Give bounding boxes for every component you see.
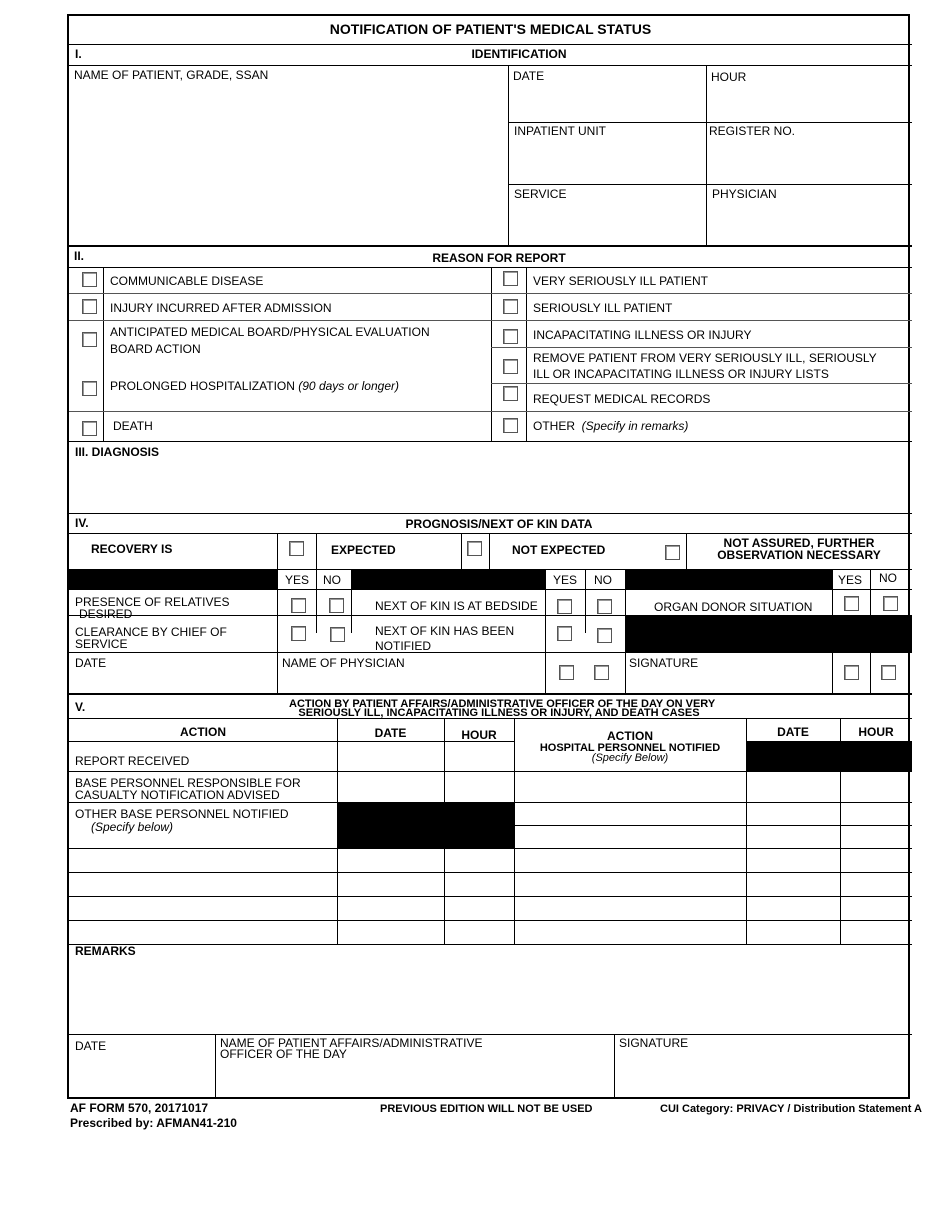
prolonged-hospitalization-label: PROLONGED HOSPITALIZATION (90 days or longer) <box>110 379 399 393</box>
injury-after-admission-checkbox[interactable] <box>82 299 97 314</box>
base-personnel-label-2: CASUALTY NOTIFICATION ADVISED <box>75 788 280 802</box>
clearance-no-checkbox[interactable] <box>330 627 345 642</box>
notified-yes-checkbox[interactable] <box>557 626 572 641</box>
notified-no-checkbox[interactable] <box>597 628 612 643</box>
remove-patient-label-1: REMOVE PATIENT FROM VERY SERIOUSLY ILL, SERIOUSLY <box>533 351 877 365</box>
clearance-yes-checkbox[interactable] <box>291 626 306 641</box>
prognosis-signature-field[interactable]: SIGNATURE <box>629 656 699 670</box>
yes-header-2: YES <box>553 573 578 587</box>
officer-name-label-1[interactable]: NAME OF PATIENT AFFAIRS/ADMINISTRATIVE <box>220 1036 483 1050</box>
officer-name-label-2: OFFICER OF THE DAY <box>220 1047 347 1061</box>
no-header-2: NO <box>594 573 612 587</box>
death-label: DEATH <box>113 419 153 433</box>
very-seriously-ill-checkbox[interactable] <box>503 271 518 286</box>
yes-header-1: YES <box>285 573 310 587</box>
expected-label: EXPECTED <box>331 543 396 557</box>
physician-no-checkbox[interactable] <box>594 665 609 680</box>
hospital-personnel-hint: (Specify Below) <box>591 752 669 764</box>
previous-edition-notice: PREVIOUS EDITION WILL NOT BE USED <box>380 1103 593 1115</box>
form-title: NOTIFICATION OF PATIENT'S MEDICAL STATUS <box>329 21 652 37</box>
physician-name-field[interactable]: NAME OF PHYSICIAN <box>282 656 405 670</box>
clearance-label-1: CLEARANCE BY CHIEF OF <box>75 625 227 639</box>
bedside-yes-checkbox[interactable] <box>557 599 572 614</box>
hour-field[interactable]: HOUR <box>711 70 747 84</box>
remove-patient-label-2: ILL OR INCAPACITATING ILLNESS OR INJURY LISTS <box>533 367 829 381</box>
not-assured-label-2: OBSERVATION NECESSARY <box>717 548 881 562</box>
injury-after-admission-label: INJURY INCURRED AFTER ADMISSION <box>110 301 332 315</box>
remarks-heading: REMARKS <box>75 944 136 958</box>
very-seriously-ill-label: VERY SERIOUSLY ILL PATIENT <box>533 274 708 288</box>
recovery-not-assured-checkbox[interactable] <box>665 545 680 560</box>
hospital-personnel-label: HOSPITAL PERSONNEL NOTIFIED <box>539 742 721 754</box>
organ-donor-label: ORGAN DONOR SITUATION <box>654 600 813 614</box>
report-received-label: REPORT RECEIVED <box>75 754 190 768</box>
section-ii-number: II. <box>74 249 85 263</box>
incapacitating-illness-label: INCAPACITATING ILLNESS OR INJURY <box>533 328 752 342</box>
relatives-label-2: DESIRED <box>79 607 133 621</box>
diagnosis-heading: III. DIAGNOSIS <box>75 445 160 459</box>
request-records-checkbox[interactable] <box>503 386 518 401</box>
service-field[interactable]: SERVICE <box>514 187 567 201</box>
relatives-label-1: PRESENCE OF RELATIVES <box>75 595 230 609</box>
other-reason-label: OTHER (Specify in remarks) <box>533 419 689 433</box>
recovery-expected-checkbox[interactable] <box>289 541 304 556</box>
date-field[interactable]: DATE <box>513 69 545 83</box>
physician-yes-checkbox[interactable] <box>559 665 574 680</box>
signature-yes-checkbox[interactable] <box>844 665 859 680</box>
section-v-heading-2: SERIOUSLY ILL, INCAPACITATING ILLNESS OR INJURY, AND DEATH CASES <box>298 707 700 719</box>
section-i-heading: IDENTIFICATION <box>471 47 567 61</box>
communicable-disease-checkbox[interactable] <box>82 272 97 287</box>
request-records-label: REQUEST MEDICAL RECORDS <box>533 392 711 406</box>
bottom-signature-field[interactable]: SIGNATURE <box>619 1036 689 1050</box>
prescribed-by: Prescribed by: AFMAN41-210 <box>70 1116 237 1130</box>
prolonged-hospitalization-checkbox[interactable] <box>82 381 97 396</box>
medical-board-checkbox[interactable] <box>82 332 97 347</box>
no-header-1: NO <box>323 573 341 587</box>
patient-name-field[interactable]: NAME OF PATIENT, GRADE, SSAN <box>74 68 269 82</box>
section-v-heading-1: ACTION BY PATIENT AFFAIRS/ADMINISTRATIVE OFFICER OF THE DAY ON VERY <box>289 698 716 710</box>
bottom-date-field[interactable]: DATE <box>75 1039 107 1053</box>
yes-header-3: YES <box>838 573 863 587</box>
incapacitating-illness-checkbox[interactable] <box>503 329 518 344</box>
seriously-ill-checkbox[interactable] <box>503 299 518 314</box>
organ-donor-yes-checkbox[interactable] <box>844 596 859 611</box>
other-reason-checkbox[interactable] <box>503 418 518 433</box>
register-no-field[interactable]: REGISTER NO. <box>709 124 796 138</box>
not-expected-label: NOT EXPECTED <box>512 543 606 557</box>
no-header-3: NO <box>879 571 897 585</box>
physician-field[interactable]: PHYSICIAN <box>712 187 777 201</box>
relatives-no-checkbox[interactable] <box>329 598 344 613</box>
organ-donor-no-checkbox[interactable] <box>883 596 898 611</box>
bedside-label: NEXT OF KIN IS AT BEDSIDE <box>375 599 538 613</box>
section-iv-number: IV. <box>75 516 89 530</box>
cui-category: CUI Category: PRIVACY / Distribution Statement A <box>660 1103 922 1115</box>
recovery-not-expected-checkbox[interactable] <box>467 541 482 556</box>
recovery-label: RECOVERY IS <box>91 542 173 556</box>
notified-label-1: NEXT OF KIN HAS BEEN <box>375 624 515 638</box>
section-v-number: V. <box>75 700 86 714</box>
bedside-no-checkbox[interactable] <box>597 599 612 614</box>
prognosis-date-field[interactable]: DATE <box>75 656 107 670</box>
base-personnel-label-1: BASE PERSONNEL RESPONSIBLE FOR <box>75 776 301 790</box>
date-header-right: DATE <box>777 725 809 739</box>
remove-patient-checkbox[interactable] <box>503 359 518 374</box>
relatives-yes-checkbox[interactable] <box>291 598 306 613</box>
section-iv-heading: PROGNOSIS/NEXT OF KIN DATA <box>405 517 593 531</box>
hour-header-left: HOUR <box>461 728 497 742</box>
not-assured-label-1: NOT ASSURED, FURTHER <box>723 536 875 550</box>
other-personnel-label: OTHER BASE PERSONNEL NOTIFIED <box>75 807 289 821</box>
death-checkbox[interactable] <box>82 421 97 436</box>
notified-label-2: NOTIFIED <box>375 639 431 653</box>
inpatient-unit-field[interactable]: INPATIENT UNIT <box>514 124 607 138</box>
date-header-left: DATE <box>374 726 407 740</box>
action-header-left: ACTION <box>180 725 226 739</box>
clearance-label-2: SERVICE <box>75 637 128 651</box>
hour-header-right: HOUR <box>858 725 894 739</box>
seriously-ill-label: SERIOUSLY ILL PATIENT <box>533 301 673 315</box>
communicable-disease-label: COMMUNICABLE DISEASE <box>110 274 264 288</box>
signature-no-checkbox[interactable] <box>881 665 896 680</box>
medical-board-label-2: BOARD ACTION <box>110 342 201 356</box>
medical-board-label-1: ANTICIPATED MEDICAL BOARD/PHYSICAL EVALUATION <box>110 325 430 339</box>
section-ii-heading: REASON FOR REPORT <box>432 251 566 265</box>
form-id: AF FORM 570, 20171017 <box>70 1101 209 1115</box>
action-header-right: ACTION <box>607 729 653 743</box>
other-personnel-hint: (Specify below) <box>91 820 174 834</box>
medical-status-form <box>67 14 910 1099</box>
section-i-number: I. <box>75 47 82 61</box>
